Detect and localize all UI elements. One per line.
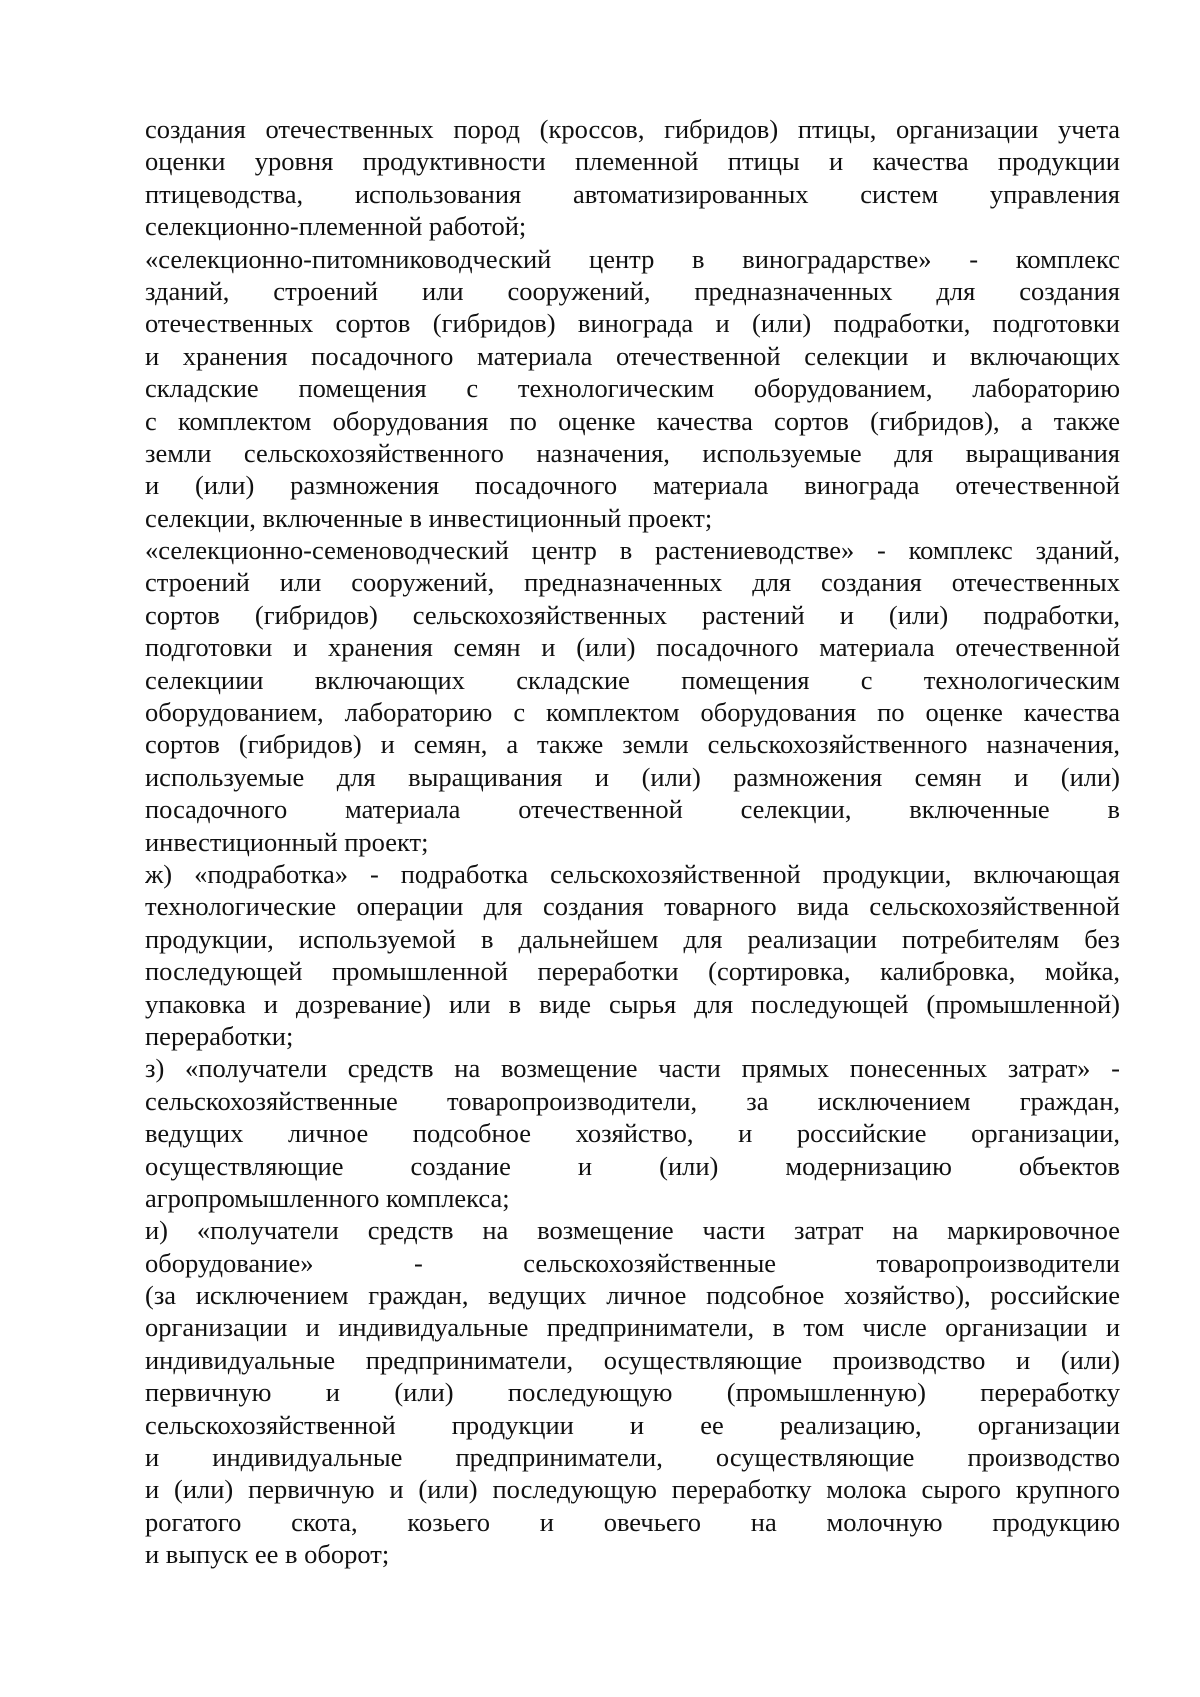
text-line: отечественных сортов (гибридов) винограда и (или) подработки, подготовки [145,308,1120,339]
text-line: и (или) первичную и (или) последующую переработку молока сырого крупного [145,1474,1120,1505]
text-line: индивидуальные предприниматели, осуществляющие производство и (или) [145,1344,1120,1375]
text-line: складские помещения с технологическим оборудованием, лабораторию [145,373,1120,404]
text-line: и) «получатели средств на возмещение части затрат на маркировочное [145,1215,1120,1246]
text-line: организации и индивидуальные предприниматели, в том числе организации и [145,1312,1120,1343]
text-line: агропромышленного комплекса; [145,1182,510,1213]
text-line: сортов (гибридов) сельскохозяйственных растений и (или) подработки, [145,599,1120,630]
text-line: зданий, строений или сооружений, предназначенных для создания [145,275,1120,306]
text-line: с комплектом оборудования по оценке качества сортов (гибридов), а также [145,405,1120,436]
text-line: «селекционно-питомниководческий центр в виноградарстве» - комплекс [145,243,1120,274]
document-body-text [145,113,1120,1571]
text-line: и индивидуальные предприниматели, осуществляющие производство [145,1442,1120,1473]
text-line: и хранения посадочного материала отечественной селекции и включающих [145,340,1120,371]
text-line: оборудование» - сельскохозяйственные товаропроизводители [145,1247,1120,1278]
text-line: подготовки и хранения семян и (или) посадочного материала отечественной [145,632,1120,663]
text-line: посадочного материала отечественной селекции, включенные в [145,794,1120,825]
text-line: инвестиционный проект; [145,826,429,857]
text-line: продукции, используемой в дальнейшем для реализации потребителям без [145,923,1120,954]
text-line: создания отечественных пород (кроссов, гибридов) птицы, организации учета [145,114,1120,144]
text-line: сельскохозяйственные товаропроизводители, за исключением граждан, [145,1085,1120,1116]
text-line: селекциии включающих складские помещения с технологическим [145,664,1120,695]
text-line: рогатого скота, козьего и овечьего на молочную продукцию [145,1506,1120,1537]
text-line: упаковка и дозревание) или в виде сырья для последующей (промышленной) [145,988,1120,1019]
text-line: «селекционно-семеноводческий центр в растениеводстве» - комплекс зданий, [145,535,1120,566]
text-line: технологические операции для создания товарного вида сельскохозяйственной [145,891,1120,922]
text-line: селекции, включенные в инвестиционный проект; [145,502,713,533]
text-line: используемые для выращивания и (или) размножения семян и (или) [145,761,1120,792]
text-line: осуществляющие создание и (или) модернизацию объектов [145,1150,1120,1181]
text-line: оценки уровня продуктивности племенной птицы и качества продукции [145,146,1120,177]
text-line: селекционно-племенной работой; [145,211,527,242]
text-line: и выпуск ее в оборот; [145,1539,390,1570]
text-line: ж) «подработка» - подработка сельскохозяйственной продукции, включающая [145,858,1120,889]
text-line: сельскохозяйственной продукции и ее реализацию, организации [145,1409,1120,1440]
text-line: ведущих личное подсобное хозяйство, и российские организации, [145,1118,1120,1149]
text-line: и (или) размножения посадочного материала винограда отечественной [145,470,1120,501]
text-line: сортов (гибридов) и семян, а также земли сельскохозяйственного назначения, [145,729,1120,760]
text-line: первичную и (или) последующую (промышленную) переработку [145,1377,1120,1408]
text-line: земли сельскохозяйственного назначения, используемые для выращивания [145,437,1120,468]
text-line: з) «получатели средств на возмещение части прямых понесенных затрат» - [145,1053,1120,1084]
text-line: переработки; [145,1020,294,1051]
text-line: птицеводства, использования автоматизированных систем управления [145,178,1120,209]
text-line: (за исключением граждан, ведущих личное подсобное хозяйство), российские [145,1280,1120,1311]
text-line: последующей промышленной переработки (сортировка, калибровка, мойка, [145,956,1120,987]
text-line: оборудованием, лабораторию с комплектом оборудования по оценке качества [145,697,1120,728]
text-line: строений или сооружений, предназначенных для создания отечественных [145,567,1120,598]
